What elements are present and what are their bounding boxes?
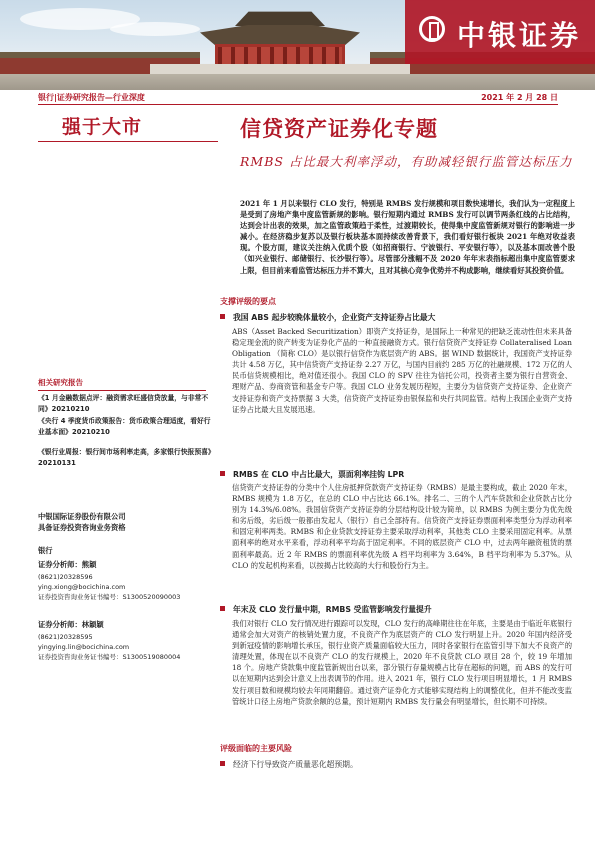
analyst-phone: (8621)20328596: [38, 573, 93, 581]
analyst-name: 证券分析师：林颖颖: [38, 620, 104, 629]
report-meta-line: [38, 91, 558, 105]
bullet-square-icon: [220, 761, 225, 766]
report-date: 2021 年 2 月 28 日: [481, 93, 558, 102]
risk-heading: 评级面临的主要风险: [220, 744, 292, 753]
palace-upper-roof: [235, 8, 325, 26]
section-paragraph: 信贷资产支持证券的分类中个人住房抵押贷款资产支持证券（RMBS）是最主要构成，截止 2020 年末，RMBS 规模为 1.8 万亿，在总的 CLO 中占比达 66.1%。排名二、三的个人汽车贷款和企业贷款占比分别为 14.3%/6.08%。我国信贷资产支持证券的分层结构设计较为简单，以 RMBS 为例主要分为优先级和劣后级，劣后级一般都由发起人（银行）自己全部持有。信贷资产支持证券票面利率类型分为浮动利率和固定利率两类。RMBS 和企业贷款支持证券主要采取浮动利率，其他类 CLO 主要采用固定利率。从票面利率的绝对水平来看，浮动利率平均高于固定利率。不同的底层资产 CLO 中，过去两年融资租赁的票面利率最高。近 2 年 RMBS 的票面利率优先级 A 档平均利率为 3.64%，B 档平均利率为 5.37%。从 CLO 的发起机构来看，以按揭占比较高的大行和股份行为主。: [232, 483, 572, 570]
section-paragraph: ABS（Asset Backed Securitization）即资产支持证券，是国际上一种常见的把缺乏流动性但未来具备稳定现金流的资产转变为证券化产品的一种直接融资方式。银行信贷资产支持证券 Collateralised Loan Obligation （简称 CLO）是以银行信贷作为底层资产的 ABS。据 WIND 数据统计，我国资产支持证券共计 4.58 万亿，其中信贷资产支持证券 2.27 万亿，与国内目前约 285 万亿的社融规模、172 万亿的人民币信贷规模相比，绝对值还很小。我国 CLO 的 SPV 往往为信托公司，投资者主要为银行自营资金、理财产品、券商资管和基金专户等。我国 CLO 业务发展历程短，主要分为信贷资产支持证券、企业资产支持证券和资产支持票据 3 大类，信贷资产支持证券由银保监和央行共同监管。结构上我国企业资产支持证券占比最大且发展迅速。: [232, 327, 572, 414]
related-reports-heading: 相关研究报告: [38, 378, 83, 387]
analyst-certificate: 证券投资咨询业务证书编号：S1300520090003: [38, 593, 181, 601]
brand-logo-text: 中银证券: [456, 19, 581, 52]
analyst-email[interactable]: yingying.lin@bocichina.com: [38, 643, 130, 651]
rating-label: 强于大市: [62, 116, 143, 138]
industry-label: 银行: [38, 546, 53, 555]
rating-underline: [38, 141, 218, 142]
analyst-name: 证券分析师：熊颖: [38, 560, 97, 569]
report-abstract: 2021 年 1 月以来银行 CLO 发行，特别是 RMBS 发行规模和项目数快速增长，我们认为一定程度上是受到了房地产集中度监管新规的影响。银行短期内通过 RMBS 发行可以调节两条红线的占比结构，达到会计出表的效果，加之监管政策趋于柔性，过渡期较长，使得集中度监管新规对银行的影响进一步减小。在经济稳步复苏以及银行板块基本面持续改善背景下，我们看好银行板块 2021 年绝对收益表现。个股方面，建议关注纳入优质个股（如招商银行、宁波银行、平安银行等），以及基本面改善个股（如兴业银行、邮储银行、长沙银行等）。尽管部分涨幅不及 2020 年年末表指标超出集中度监管要求上限，但目前来看监管达标压力并不算大，且对其核心竞争优势并不构成影响，继续看好其投资价值。: [240, 199, 575, 275]
header-divider: [38, 104, 558, 105]
key-points-heading: 支撑评级的要点: [220, 297, 276, 306]
section-heading: 年末及 CLO 发行量中期，RMBS 受监管影响发行量提升: [220, 604, 432, 615]
firm-name: 中银国际证券股份有限公司: [38, 512, 126, 521]
related-report-item[interactable]: 《银行业周报：银行间市场利率走高，多家银行快报预喜》20210131: [38, 448, 212, 467]
bullet-square-icon: [220, 606, 225, 611]
analyst-email[interactable]: ying.xiong@bocichina.com: [38, 583, 126, 591]
bank-of-china-logo-icon: [419, 16, 445, 42]
related-report-item[interactable]: 《央行 4 季度货币政策报告：货币政策合理适度，看好行业基本面》20210210: [38, 417, 211, 436]
section-heading: 我国 ABS 起步较晚体量较小，企业资产支持证券占比最大: [220, 312, 435, 323]
bullet-square-icon: [220, 471, 225, 476]
analyst-certificate: 证券投资咨询业务证书编号：S1300519080004: [38, 653, 181, 661]
palace-columns: [218, 47, 342, 65]
risk-item: 经济下行导致资产质量恶化超预期。: [220, 759, 358, 770]
header-banner: [0, 0, 595, 90]
sidebar-divider: [38, 390, 206, 391]
firm-qualification: 具备证券投资咨询业务资格: [38, 523, 126, 532]
cloud-decoration: [110, 22, 200, 36]
report-category: 银行|证券研究报告—行业深度: [38, 93, 145, 102]
bullet-square-icon: [220, 314, 225, 319]
palace-ground: [0, 74, 595, 90]
report-title: 信贷资产证券化专题: [240, 117, 438, 141]
section-paragraph: 我们对银行 CLO 发行情况进行跟踪可以发现，CLO 发行的高峰期往往在年底，主要是由于临近年底银行通常会加大对资产的核销处置力度，不良资产作为底层资产的 CLO 发行明显上升。2020 年国内经济受到新冠疫情的影响增长承压，银行业资产质量面临较大压力，同时各家银行在监管引导下加大不良资产的清理处置，体现在以不良资产 CLO 的发行规模上，2020 年不良贷款 CLO 项目 28 个，较 19 年增加 18 个。房地产贷款集中度监管新规出台以来，部分银行存量规模占比存在超标的问题，而 ABS 的发行可以在短期内达到会计意义上出表调节的作用。进入 2021 年，银行 CLO 发行项目明显增长，1 月 RMBS 发行项目数和规模均较去年同期翻倍。通过资产证券化方式能够实现结构上的调整优化，但并不能改变监管统计口径上房地产贷款余额的总量，预计短期内 RMBS 发行量会有明显增长，但长期不可持续。: [232, 619, 572, 706]
related-report-item[interactable]: 《1 月金融数据点评：融资需求旺盛信贷放量，与非常不同》20210210: [38, 394, 209, 413]
analyst-phone: (8621)20328595: [38, 633, 93, 641]
report-subtitle: RMBS 占比最大利率浮动，有助减轻银行监管达标压力: [240, 154, 573, 169]
section-heading: RMBS 在 CLO 中占比最大，票面利率挂钩 LPR: [220, 469, 404, 480]
